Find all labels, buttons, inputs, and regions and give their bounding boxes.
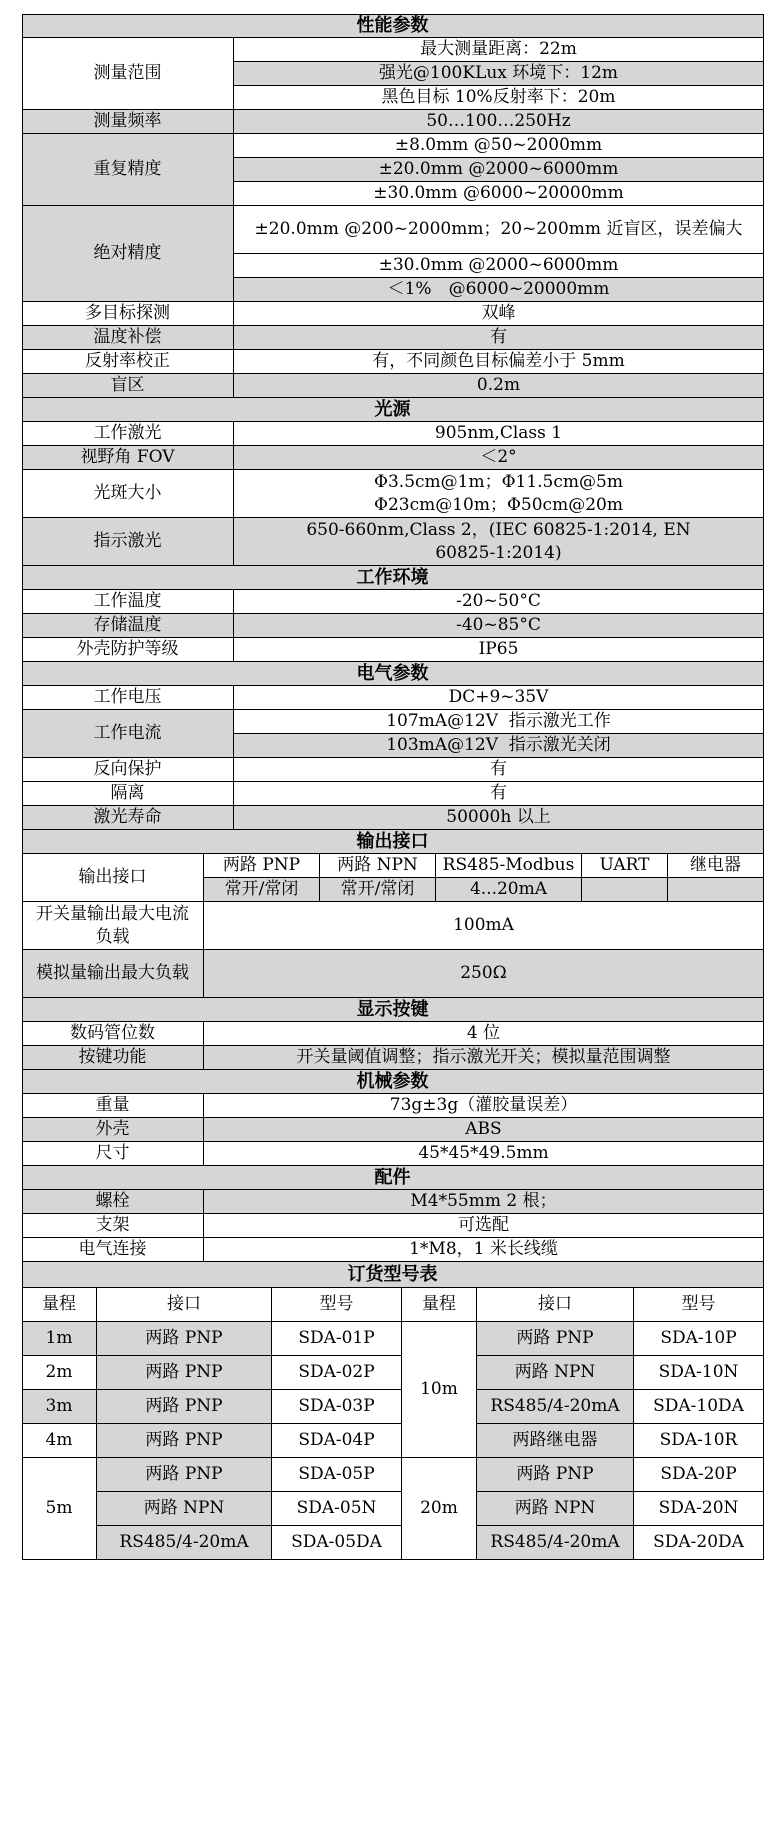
indicator-value: 650-660nm,Class 2，(IEC 60825-1:2014, EN 60825-1:2014) (234, 518, 764, 566)
order-left-model: SDA-05P (272, 1458, 402, 1492)
multi-value: 双峰 (234, 302, 764, 326)
switch-load-label: 开关量输出最大电流负载 (22, 902, 204, 950)
order-range-1m: 1m (22, 1322, 97, 1356)
order-right-model: SDA-10N (634, 1356, 764, 1390)
reverse-value: 有 (234, 758, 764, 782)
section-header-output: 输出接口 (22, 830, 764, 854)
abs-value-2: ±30.0mm @2000~6000mm (234, 254, 764, 278)
iface-type-rs485: RS485-Modbus (436, 854, 582, 878)
current-label: 工作电流 (22, 710, 234, 758)
keys-label: 按键功能 (22, 1046, 204, 1070)
order-right-model: SDA-20DA (634, 1526, 764, 1560)
reverse-label: 反向保护 (22, 758, 234, 782)
section-header-performance: 性能参数 (22, 14, 764, 38)
op-temp-label: 工作温度 (22, 590, 234, 614)
spot-value-2: Φ23cm@10m；Φ50cm@20m (374, 494, 623, 515)
order-right-iface: 两路继电器 (477, 1424, 634, 1458)
range-label: 测量范围 (22, 38, 234, 110)
order-left-model: SDA-03P (272, 1390, 402, 1424)
ip-label: 外壳防护等级 (22, 638, 234, 662)
iface-label: 输出接口 (22, 854, 204, 902)
iface-mode-relay (668, 878, 764, 902)
freq-value: 50…100…250Hz (234, 110, 764, 134)
switch-load-value: 100mA (204, 902, 764, 950)
refl-value: 有，不同颜色目标偏差小于 5mm (234, 350, 764, 374)
temp-comp-label: 温度补偿 (22, 326, 234, 350)
order-right-iface: 两路 NPN (477, 1356, 634, 1390)
analog-load-value: 250Ω (204, 950, 764, 998)
conn-value: 1*M8，1 米长线缆 (204, 1238, 764, 1262)
order-right-model: SDA-20P (634, 1458, 764, 1492)
weight-label: 重量 (22, 1094, 204, 1118)
order-header-model-right: 型号 (634, 1288, 764, 1322)
fov-label: 视野角 FOV (22, 446, 234, 470)
order-left-iface: 两路 PNP (97, 1424, 272, 1458)
order-left-iface: 两路 PNP (97, 1458, 272, 1492)
order-left-model: SDA-05DA (272, 1526, 402, 1560)
order-left-iface: 两路 NPN (97, 1492, 272, 1526)
store-temp-value: -40~85°C (234, 614, 764, 638)
blind-label: 盲区 (22, 374, 234, 398)
op-temp-value: -20~50°C (234, 590, 764, 614)
digits-value: 4 位 (204, 1022, 764, 1046)
repeat-value-2: ±20.0mm @2000~6000mm (234, 158, 764, 182)
order-left-iface: 两路 PNP (97, 1322, 272, 1356)
order-right-iface: 两路 PNP (477, 1458, 634, 1492)
bracket-value: 可选配 (204, 1214, 764, 1238)
refl-label: 反射率校正 (22, 350, 234, 374)
section-header-display: 显示按键 (22, 998, 764, 1022)
size-label: 尺寸 (22, 1142, 204, 1166)
iface-type-relay: 继电器 (668, 854, 764, 878)
order-right-model: SDA-10DA (634, 1390, 764, 1424)
life-value: 50000h 以上 (234, 806, 764, 830)
order-range-5m: 5m (22, 1458, 97, 1560)
order-right-model: SDA-10R (634, 1424, 764, 1458)
iface-type-pnp: 两路 PNP (204, 854, 320, 878)
fov-value: ＜2° (234, 446, 764, 470)
order-header-range-left: 量程 (22, 1288, 97, 1322)
order-right-iface: 两路 NPN (477, 1492, 634, 1526)
order-right-model: SDA-10P (634, 1322, 764, 1356)
freq-label: 测量频率 (22, 110, 234, 134)
order-range-4m: 4m (22, 1424, 97, 1458)
store-temp-label: 存储温度 (22, 614, 234, 638)
blind-value: 0.2m (234, 374, 764, 398)
section-header-light: 光源 (22, 398, 764, 422)
section-header-accessories: 配件 (22, 1166, 764, 1190)
order-right-iface: RS485/4-20mA (477, 1390, 634, 1424)
spot-label: 光斑大小 (22, 470, 234, 518)
voltage-value: DC+9~35V (234, 686, 764, 710)
temp-comp-value: 有 (234, 326, 764, 350)
order-header-model-left: 型号 (272, 1288, 402, 1322)
spot-value-1: Φ3.5cm@1m；Φ11.5cm@5m (374, 472, 623, 493)
abs-value-3: ＜1% @6000~20000mm (234, 278, 764, 302)
spot-values (234, 470, 764, 518)
repeat-value-3: ±30.0mm @6000~20000mm (234, 182, 764, 206)
section-header-electrical: 电气参数 (22, 662, 764, 686)
voltage-label: 工作电压 (22, 686, 234, 710)
order-left-iface: 两路 PNP (97, 1356, 272, 1390)
order-range-10m: 10m (402, 1322, 477, 1458)
abs-label: 绝对精度 (22, 206, 234, 302)
abs-value-1: ±20.0mm @200~2000mm；20~200mm 近盲区，误差偏大 (234, 206, 764, 254)
analog-load-label: 模拟量输出最大负载 (22, 950, 204, 998)
isolation-label: 隔离 (22, 782, 234, 806)
order-range-3m: 3m (22, 1390, 97, 1424)
bolt-label: 螺栓 (22, 1190, 204, 1214)
iface-mode-rs485: 4...20mA (436, 878, 582, 902)
order-left-model: SDA-02P (272, 1356, 402, 1390)
order-header-iface-left: 接口 (97, 1288, 272, 1322)
order-left-model: SDA-05N (272, 1492, 402, 1526)
repeat-label: 重复精度 (22, 134, 234, 206)
order-header-range-right: 量程 (402, 1288, 477, 1322)
conn-label: 电气连接 (22, 1238, 204, 1262)
range-strong-light: 强光@100KLux 环境下：12m (234, 62, 764, 86)
laser-label: 工作激光 (22, 422, 234, 446)
iface-mode-pnp: 常开/常闭 (204, 878, 320, 902)
order-right-iface: 两路 PNP (477, 1322, 634, 1356)
shell-label: 外壳 (22, 1118, 204, 1142)
life-label: 激光寿命 (22, 806, 234, 830)
shell-value: ABS (204, 1118, 764, 1142)
section-header-mechanical: 机械参数 (22, 1070, 764, 1094)
bolt-value: M4*55mm 2 根； (204, 1190, 764, 1214)
order-right-iface: RS485/4-20mA (477, 1526, 634, 1560)
current-value-2: 103mA@12V 指示激光关闭 (234, 734, 764, 758)
repeat-value-1: ±8.0mm @50~2000mm (234, 134, 764, 158)
iface-type-uart: UART (582, 854, 668, 878)
range-max: 最大测量距离：22m (234, 38, 764, 62)
section-header-ordering: 订货型号表 (22, 1262, 764, 1288)
order-range-20m: 20m (402, 1458, 477, 1560)
digits-label: 数码管位数 (22, 1022, 204, 1046)
size-value: 45*45*49.5mm (204, 1142, 764, 1166)
indicator-label: 指示激光 (22, 518, 234, 566)
weight-value: 73g±3g（灌胶量误差） (204, 1094, 764, 1118)
order-header-iface-right: 接口 (477, 1288, 634, 1322)
order-left-iface: 两路 PNP (97, 1390, 272, 1424)
keys-value: 开关量阈值调整；指示激光开关；模拟量范围调整 (204, 1046, 764, 1070)
order-right-model: SDA-20N (634, 1492, 764, 1526)
current-value-1: 107mA@12V 指示激光工作 (234, 710, 764, 734)
iface-mode-npn: 常开/常闭 (320, 878, 436, 902)
bracket-label: 支架 (22, 1214, 204, 1238)
order-range-2m: 2m (22, 1356, 97, 1390)
section-header-environment: 工作环境 (22, 566, 764, 590)
order-left-model: SDA-04P (272, 1424, 402, 1458)
iface-mode-uart (582, 878, 668, 902)
order-left-model: SDA-01P (272, 1322, 402, 1356)
isolation-value: 有 (234, 782, 764, 806)
laser-value: 905nm,Class 1 (234, 422, 764, 446)
order-left-iface: RS485/4-20mA (97, 1526, 272, 1560)
ip-value: IP65 (234, 638, 764, 662)
multi-label: 多目标探测 (22, 302, 234, 326)
iface-type-npn: 两路 NPN (320, 854, 436, 878)
range-black-target: 黑色目标 10%反射率下：20m (234, 86, 764, 110)
